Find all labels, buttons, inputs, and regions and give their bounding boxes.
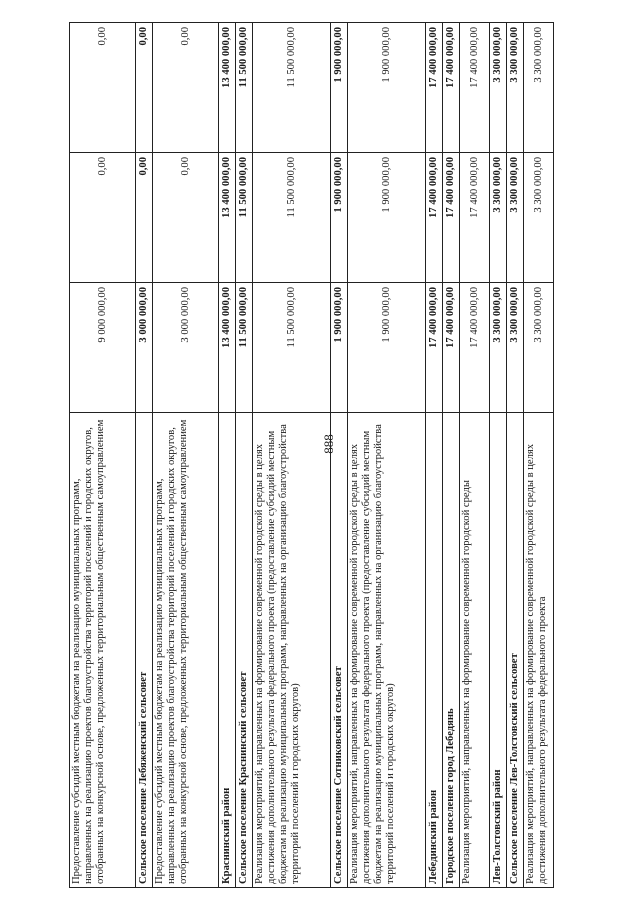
row-value-3-cell: 3 300 000,00 (524, 23, 554, 153)
row-value-3-cell: 0,00 (136, 23, 153, 153)
row-value-3-cell: 0,00 (70, 23, 136, 153)
row-value-2-cell: 0,00 (136, 153, 153, 283)
row-value-3-cell: 17 400 000,00 (443, 23, 460, 153)
row-value-1-cell: 1 900 000,00 (348, 283, 426, 413)
row-value-1-cell: 11 500 000,00 (236, 283, 253, 413)
row-value-3-cell: 17 400 000,00 (426, 23, 443, 153)
row-value-2-cell: 17 400 000,00 (426, 153, 443, 283)
row-value-2-cell: 1 900 000,00 (331, 153, 348, 283)
row-value-2-cell: 11 500 000,00 (253, 153, 331, 283)
row-name-cell: Городское поселение город Лебедянь (443, 413, 460, 888)
row-value-3-cell: 11 500 000,00 (253, 23, 331, 153)
row-value-2-cell: 13 400 000,00 (219, 153, 236, 283)
row-value-3-cell: 1 900 000,00 (348, 23, 426, 153)
row-value-1-cell: 17 400 000,00 (426, 283, 443, 413)
table-row (70, 23, 136, 888)
table-row (153, 23, 219, 888)
row-name-cell: Реализация мероприятий, направленных на формирование современной городской среды в целях достижения дополнительного результата федерального проекта (предоставление субсидий местным бюджетам на реализацию муниципальных программ, направленных на организацию благоустройства территорий поселений и городских округов) (348, 413, 426, 888)
row-value-1-cell: 3 000 000,00 (136, 283, 153, 413)
row-value-3-cell: 17 400 000,00 (460, 23, 490, 153)
row-value-2-cell: 3 300 000,00 (524, 153, 554, 283)
table-row (348, 23, 426, 888)
row-name-cell: Реализация мероприятий, направленных на формирование современной городской среды (460, 413, 490, 888)
budget-table (69, 22, 554, 888)
row-name-cell: Сельское поселение Сотниковский сельсовет (331, 413, 348, 888)
row-value-3-cell: 3 300 000,00 (507, 23, 524, 153)
table-row (253, 23, 331, 888)
row-value-2-cell: 11 500 000,00 (236, 153, 253, 283)
page-number: 888 (321, 434, 336, 454)
row-value-2-cell: 3 300 000,00 (507, 153, 524, 283)
row-value-1-cell: 17 400 000,00 (443, 283, 460, 413)
row-value-2-cell: 17 400 000,00 (443, 153, 460, 283)
row-value-2-cell: 3 300 000,00 (490, 153, 507, 283)
row-name-cell: Реализация мероприятий, направленных на формирование современной городской среды в целях достижения дополнительного результата федерального проекта (524, 413, 554, 888)
budget-table-body (70, 23, 554, 888)
row-value-3-cell: 1 900 000,00 (331, 23, 348, 153)
rotated-table-wrapper (69, 23, 583, 888)
table-row (219, 23, 236, 888)
table-row (524, 23, 554, 888)
row-value-1-cell: 13 400 000,00 (219, 283, 236, 413)
row-name-cell: Предоставление субсидий местным бюджетам на реализацию муниципальных программ, направленных на реализацию проектов благоустройства территорий поселений и городских округов, отобранных на конкурсной основе, предложенных территориальным общественным самоуправлением (153, 413, 219, 888)
row-value-1-cell: 3 300 000,00 (507, 283, 524, 413)
table-row (460, 23, 490, 888)
row-value-1-cell: 3 000 000,00 (153, 283, 219, 413)
row-value-1-cell: 3 300 000,00 (524, 283, 554, 413)
row-value-3-cell: 13 400 000,00 (219, 23, 236, 153)
table-row (331, 23, 348, 888)
table-row (443, 23, 460, 888)
row-value-2-cell: 17 400 000,00 (460, 153, 490, 283)
row-value-1-cell: 17 400 000,00 (460, 283, 490, 413)
table-row (426, 23, 443, 888)
row-value-1-cell: 1 900 000,00 (331, 283, 348, 413)
row-value-2-cell: 1 900 000,00 (348, 153, 426, 283)
row-name-cell: Лев-Толстовский район (490, 413, 507, 888)
table-row (236, 23, 253, 888)
row-name-cell: Сельское поселение Краснинский сельсовет (236, 413, 253, 888)
row-name-cell: Предоставление субсидий местным бюджетам на реализацию муниципальных программ, направленных на реализацию проектов благоустройства территорий поселений и городских округов, отобранных на конкурсной основе, предложенных территориальным общественным самоуправлением (70, 413, 136, 888)
row-name-cell: Сельское поселение Лебяженский сельсовет (136, 413, 153, 888)
table-row (490, 23, 507, 888)
table-row (507, 23, 524, 888)
row-value-3-cell: 3 300 000,00 (490, 23, 507, 153)
row-value-2-cell: 0,00 (153, 153, 219, 283)
row-name-cell: Реализация мероприятий, направленных на формирование современной городской среды в целях достижения дополнительного результата федерального проекта (предоставление субсидий местным бюджетам на реализацию муниципальных программ, направленных на организацию благоустройства территорий поселений и городских округов) (253, 413, 331, 888)
row-name-cell: Сельское поселение Лев-Толстовский сельсовет (507, 413, 524, 888)
row-name-cell: Лебединский район (426, 413, 443, 888)
row-value-3-cell: 0,00 (153, 23, 219, 153)
row-value-3-cell: 11 500 000,00 (236, 23, 253, 153)
table-row (136, 23, 153, 888)
row-value-1-cell: 11 500 000,00 (253, 283, 331, 413)
row-name-cell: Краснинский район (219, 413, 236, 888)
row-value-1-cell: 3 300 000,00 (490, 283, 507, 413)
row-value-2-cell: 0,00 (70, 153, 136, 283)
row-value-1-cell: 9 000 000,00 (70, 283, 136, 413)
